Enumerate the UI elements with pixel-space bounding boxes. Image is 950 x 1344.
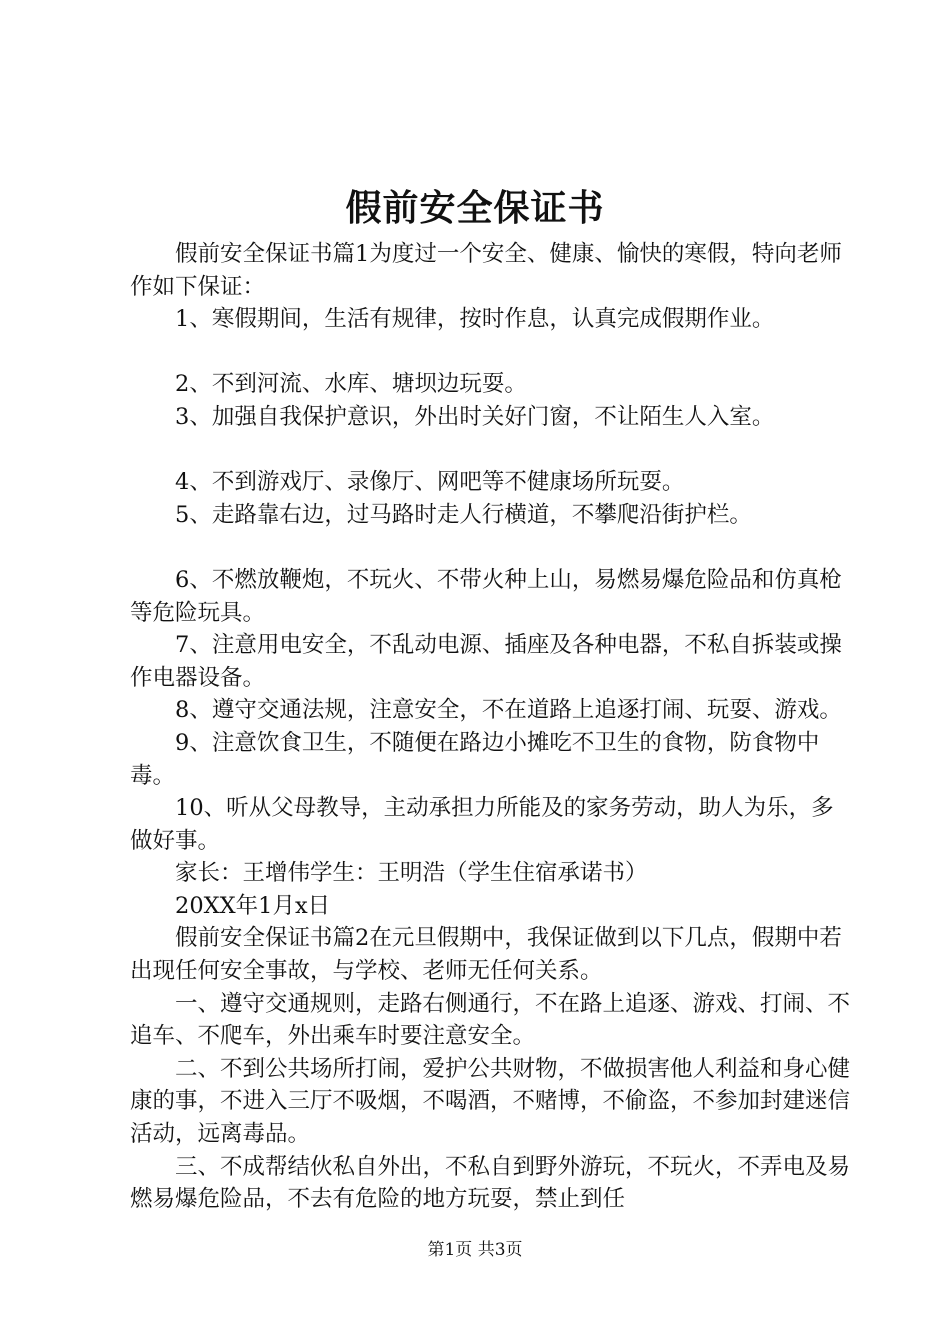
- paragraph-item-1: 1、寒假期间，生活有规律，按时作息，认真完成假期作业。: [175, 306, 775, 333]
- paragraph-item-5: 5、走路靠右边，过马路时走人行横道，不攀爬沿街护栏。: [175, 501, 752, 528]
- paragraph-date: 20XX年1月x日: [175, 892, 331, 919]
- paragraph-item-4: 4、不到游戏厅、录像厅、网吧等不健康场所玩耍。: [175, 469, 685, 496]
- paragraph-item-10: 10、听从父母教导，主动承担力所能及的家务劳动，助人为乐，多做好事。: [130, 795, 834, 854]
- paragraph-part2-item-3: 三、不成帮结伙私自外出，不私自到野外游玩，不玩火，不弄电及易燃易爆危险品，不去有危险的地方玩耍，禁止到任: [130, 1153, 851, 1213]
- paragraph-part2-item-1: 一、遵守交通规则，走路右侧通行，不在路上追逐、游戏、打闹、不追车、不爬车，外出乘车时要注意安全。: [130, 990, 851, 1050]
- paragraph-item-2: 2、不到河流、水库、塘坝边玩耍。: [175, 371, 527, 398]
- paragraph-item-3: 3、加强自我保护意识，外出时关好门窗，不让陌生人入室。: [175, 403, 775, 430]
- paragraph-item-6: 6、不燃放鞭炮，不玩火、不带火种上山，易燃易爆危险品和仿真枪等危险玩具。: [130, 566, 842, 626]
- paragraph-item-9: 9、注意饮食卫生，不随便在路边小摊吃不卫生的食物，防食物中毒。: [130, 729, 820, 789]
- document-body: [130, 238, 852, 1216]
- paragraph-item-8: 8、遵守交通法规，注意安全，不在道路上追逐打闹、玩耍、游戏。: [175, 697, 842, 724]
- document-title: 假前安全保证书: [345, 187, 605, 229]
- paragraph-signature: 家长：王增伟学生：王明浩（学生住宿承诺书）: [175, 860, 648, 887]
- page-indicator: 第1页 共3页: [427, 1240, 523, 1260]
- paragraph-item-7: 7、注意用电安全，不乱动电源、插座及各种电器，不私自拆装或操作电器设备。: [130, 632, 842, 691]
- paragraph-intro: 假前安全保证书篇1为度过一个安全、健康、愉快的寒假，特向老师作如下保证：: [130, 241, 842, 300]
- paragraph-part2-intro: 假前安全保证书篇2在元旦假期中，我保证做到以下几点，假期中若出现任何安全事故，与学校、老师无任何关系。: [130, 925, 842, 985]
- paragraph-part2-item-2: 二、不到公共场所打闹，爱护公共财物，不做损害他人利益和身心健康的事，不进入三厅不吸烟，不喝酒，不赌博，不偷盗，不参加封建迷信活动，远离毒品。: [130, 1055, 851, 1148]
